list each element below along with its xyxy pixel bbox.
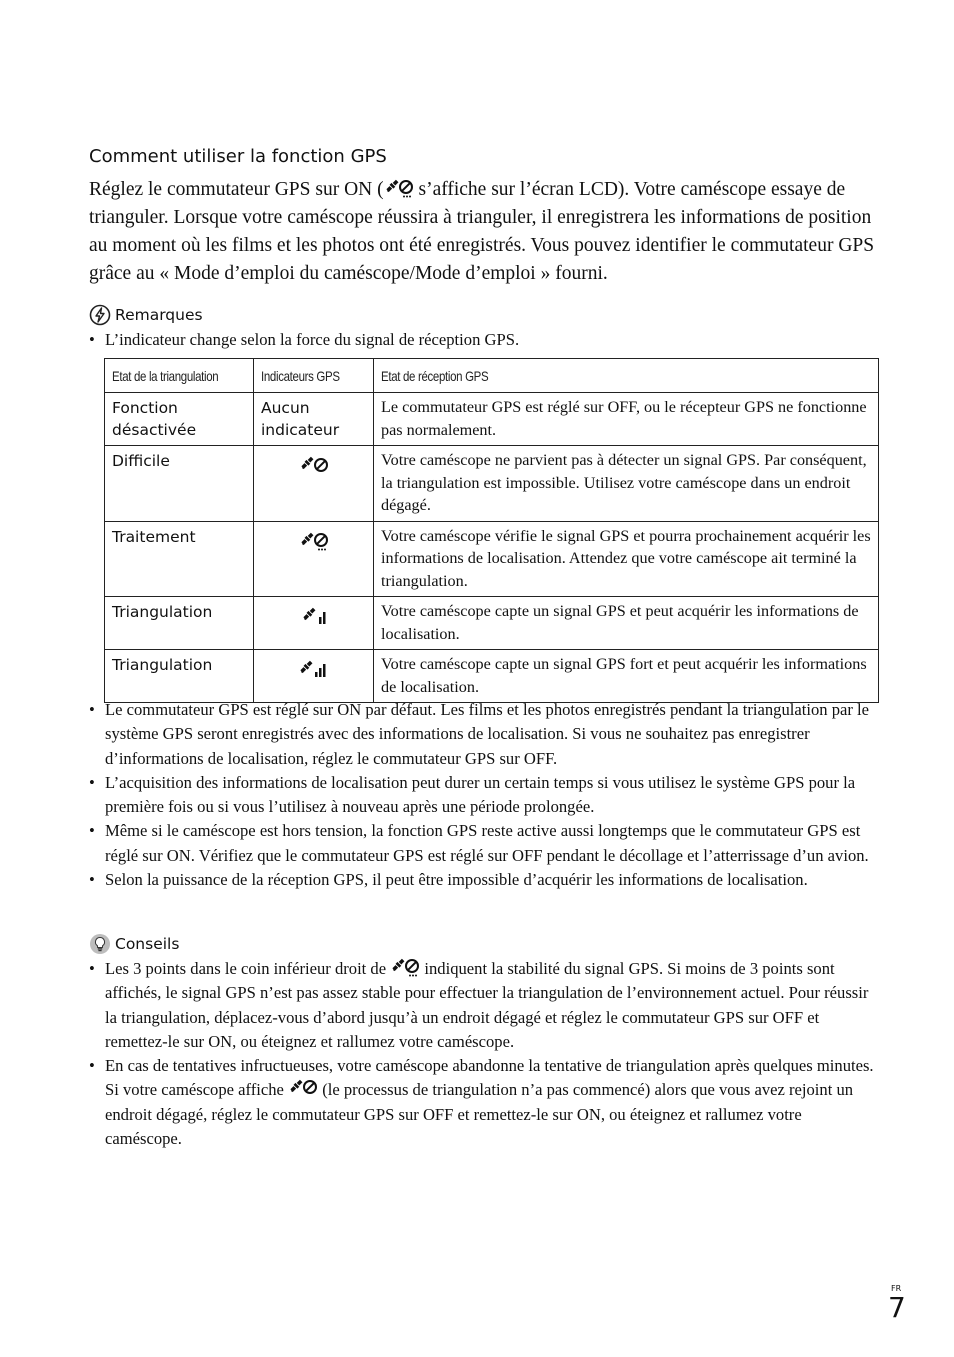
indicator-cell (254, 597, 374, 650)
reception-cell: Votre caméscope ne parvient pas à détecter un signal GPS. Par conséquent, la triangulation est impossible. Utilisez votre caméscope dans un endroit dégagé. (374, 446, 879, 522)
gps-searching-icon (299, 531, 329, 551)
list-item: • Selon la puissance de la réception GPS, il peut être impossible d’acquérir les informations de localisation. (89, 868, 879, 892)
list-item: • L’indicateur change selon la force du signal de réception GPS. (89, 328, 879, 352)
table-header-row (105, 359, 879, 393)
tip1-text-1: Les 3 points dans le coin inférieur droit de (105, 959, 391, 978)
conseils-label: Conseils (115, 935, 180, 953)
remarques-first-list (89, 328, 879, 352)
list-item: • Même si le caméscope est hors tension, la fonction GPS reste active aussi longtemps que le commutateur GPS est réglé sur ON. Vérifiez que le commutateur GPS est réglé sur OFF pendant le décollage et l’atterrissage d’un avion. (89, 819, 879, 868)
table-row (105, 650, 879, 703)
list-item (89, 957, 879, 1054)
column-header: Etat de la triangulation (105, 359, 254, 393)
state-cell: Difficile (105, 446, 254, 522)
state-cell: Fonction désactivée (105, 393, 254, 446)
indicator-cell (254, 650, 374, 703)
state-cell: Triangulation (105, 597, 254, 650)
gps-searching-icon (384, 178, 414, 198)
list-item: • Le commutateur GPS est réglé sur ON par défaut. Les films et les photos enregistrés pendant la triangulation par le système GPS seront enregistrés avec des informations de localisation. Si vous ne souhaitez pas enregistrer d’informations de localisation, réglez le commutateur GPS sur OFF. (89, 698, 879, 771)
table-row (105, 446, 879, 522)
gps-strong-signal-icon (298, 659, 330, 679)
list-item: • L’acquisition des informations de localisation peut durer un certain temps si vous utilisez le système GPS pour la première fois ou si vous l’utilisez à nouveau après une période prolongée. (89, 771, 879, 820)
gps-searching-icon (390, 957, 420, 977)
state-cell: Triangulation (105, 650, 254, 703)
tip2-text-2: (le processus de triangulation n’a pas commencé) alors que vous avez rejoint un endroit dégagé, réglez le commutateur GPS sur OFF et remettez-le sur ON, ou éteignez et rallumez votre caméscope. (105, 1080, 854, 1149)
column-header: Indicateurs GPS (254, 359, 374, 393)
reception-cell: Le commutateur GPS est réglé sur OFF, ou le récepteur GPS ne fonctionne pas normalement. (374, 393, 879, 446)
intro-text-2: s’affiche sur l’écran LCD). Votre caméscope essaye de trianguler. Lorsque votre caméscope réussira à trianguler, il enregistrera les informations de position au moment où les films et les photos ont été enregistrés. Vous pouvez identifier le commutateur GPS grâce au « Mode d’emploi du caméscope/Mode d’emploi » fourni. (89, 179, 875, 284)
gps-no-signal-icon (288, 1078, 318, 1098)
section-title: Comment utiliser la fonction GPS (89, 146, 387, 167)
page-number: 7 (888, 1291, 906, 1324)
table-row (105, 393, 879, 446)
table-row (105, 597, 879, 650)
indicator-cell: Aucun indicateur (254, 393, 374, 446)
reception-cell: Votre caméscope capte un signal GPS fort et peut acquérir les informations de localisation. (374, 650, 879, 703)
remarques-heading (89, 304, 203, 326)
indicator-cell (254, 521, 374, 597)
tip1-text-2: indiquent la stabilité du signal GPS. Si moins de 3 points sont affichés, le signal GPS n’est pas assez stable pour effectuer la triangulation de l’environnement actuel. Pour réussir la triangulation, déplacez-vous d’abord jusqu’à un endroit dégagé et réglez le commutateur GPS sur OFF et remettez-le sur ON, ou éteignez et rallumez votre caméscope. (105, 959, 869, 1051)
tip2-text-1: En cas de tentatives infructueuses, votre caméscope abandonne la tentative de triangulation après quelques minutes. Si votre caméscope affiche (105, 1056, 874, 1100)
remarques-label: Remarques (115, 306, 203, 324)
gps-status-table (104, 358, 879, 703)
gps-weak-signal-icon (299, 606, 329, 626)
column-header: Etat de réception GPS (374, 359, 879, 393)
intro-paragraph (89, 176, 879, 288)
reception-cell: Votre caméscope vérifie le signal GPS et pourra prochainement acquérir les informations de localisation. Attendez que votre caméscope ait terminé la triangulation. (374, 521, 879, 597)
reception-cell: Votre caméscope capte un signal GPS et peut acquérir les informations de localisation. (374, 597, 879, 650)
intro-text-1: Réglez le commutateur GPS sur ON ( (89, 179, 384, 200)
conseils-heading (89, 933, 179, 955)
lightbulb-icon (89, 933, 111, 955)
indicator-cell (254, 446, 374, 522)
page-language: FR (891, 1284, 902, 1293)
warning-circle-icon (89, 304, 111, 326)
list-item (89, 1054, 879, 1151)
gps-no-signal-icon (299, 455, 329, 475)
table-row (105, 521, 879, 597)
state-cell: Traitement (105, 521, 254, 597)
remarques-list (89, 698, 879, 892)
conseils-list (89, 957, 879, 1151)
